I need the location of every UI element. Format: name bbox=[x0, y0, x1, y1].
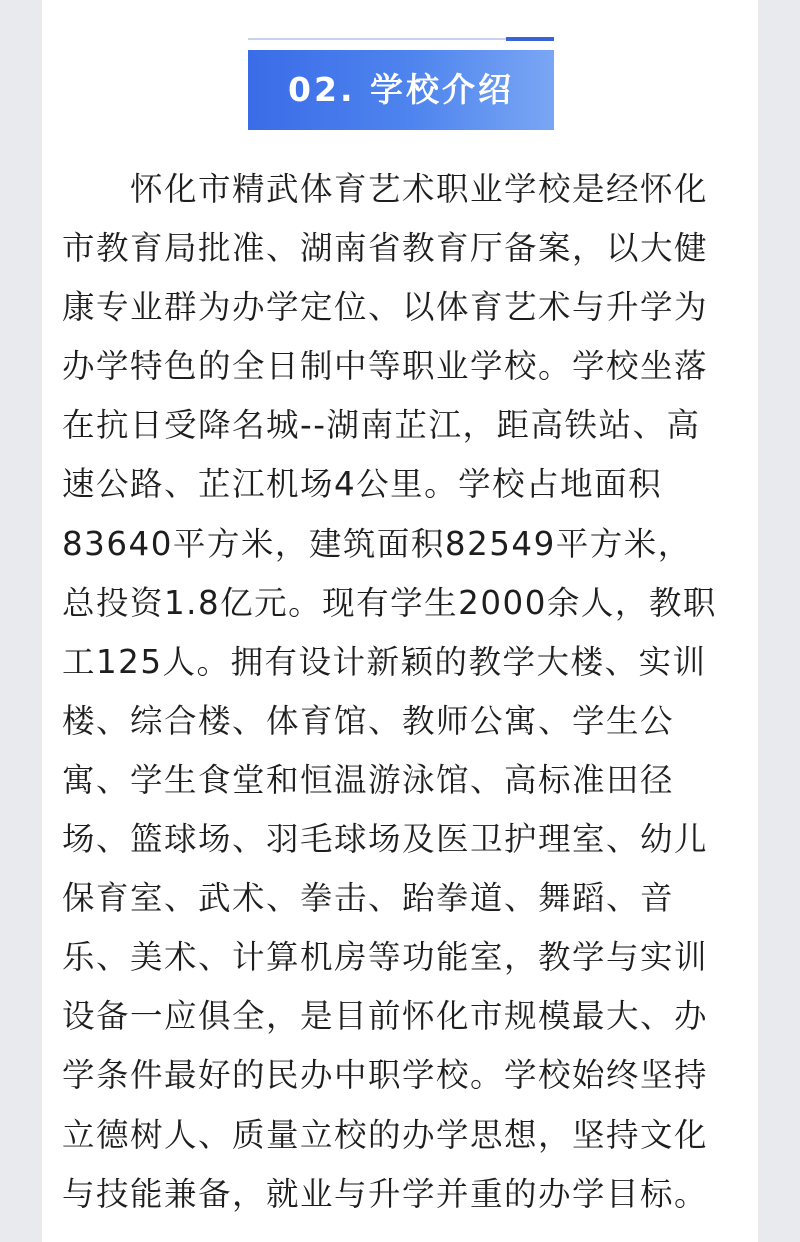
paragraph-line: 办学特色的全日制中等职业学校。学校坐落 bbox=[62, 347, 709, 386]
paragraph-line: 83640平方米，建筑面积82549平方米， bbox=[62, 524, 692, 563]
article-body bbox=[62, 160, 752, 1224]
paragraph-line: 总投资1.8亿元。现有学生2000余人，教职 bbox=[62, 583, 717, 622]
paragraph-line: 寓、学生食堂和恒温游泳馆、高标准田径 bbox=[62, 760, 675, 799]
paragraph-line: 怀化市精武体育艺术职业学校是经怀化 bbox=[62, 170, 709, 208]
heading-divider-accent bbox=[506, 37, 554, 41]
paragraph-line: 工125人。拥有设计新颖的教学大楼、实训 bbox=[62, 642, 707, 681]
paragraph-line: 学条件最好的民办中职学校。学校始终坚持 bbox=[62, 1056, 709, 1095]
paragraph-line: 场、篮球场、羽毛球场及医卫护理室、幼儿 bbox=[62, 820, 709, 859]
paragraph-line: 与技能兼备，就业与升学并重的办学目标。 bbox=[62, 1174, 709, 1213]
article-page bbox=[42, 0, 758, 1242]
paragraph-line: 设备一应俱全，是目前怀化市规模最大、办 bbox=[62, 997, 709, 1036]
paragraph-line: 楼、综合楼、体育馆、教师公寓、学生公 bbox=[62, 701, 675, 740]
paragraph-line: 市教育局批准、湖南省教育厅备案，以大健 bbox=[62, 229, 709, 268]
paragraph-line: 康专业群为办学定位、以体育艺术与升学为 bbox=[62, 288, 709, 327]
section-heading: 02. 学校介绍 bbox=[248, 50, 554, 130]
paragraph-line: 速公路、芷江机场4公里。学校占地面积 bbox=[62, 465, 663, 504]
paragraph-line: 在抗日受降名城--湖南芷江，距高铁站、高 bbox=[62, 406, 701, 445]
paragraph-line: 乐、美术、计算机房等功能室，教学与实训 bbox=[62, 938, 709, 977]
paragraph-line: 保育室、武术、拳击、跆拳道、舞蹈、音 bbox=[62, 879, 675, 918]
paragraph-line: 立德树人、质量立校的办学思想，坚持文化 bbox=[62, 1115, 709, 1154]
